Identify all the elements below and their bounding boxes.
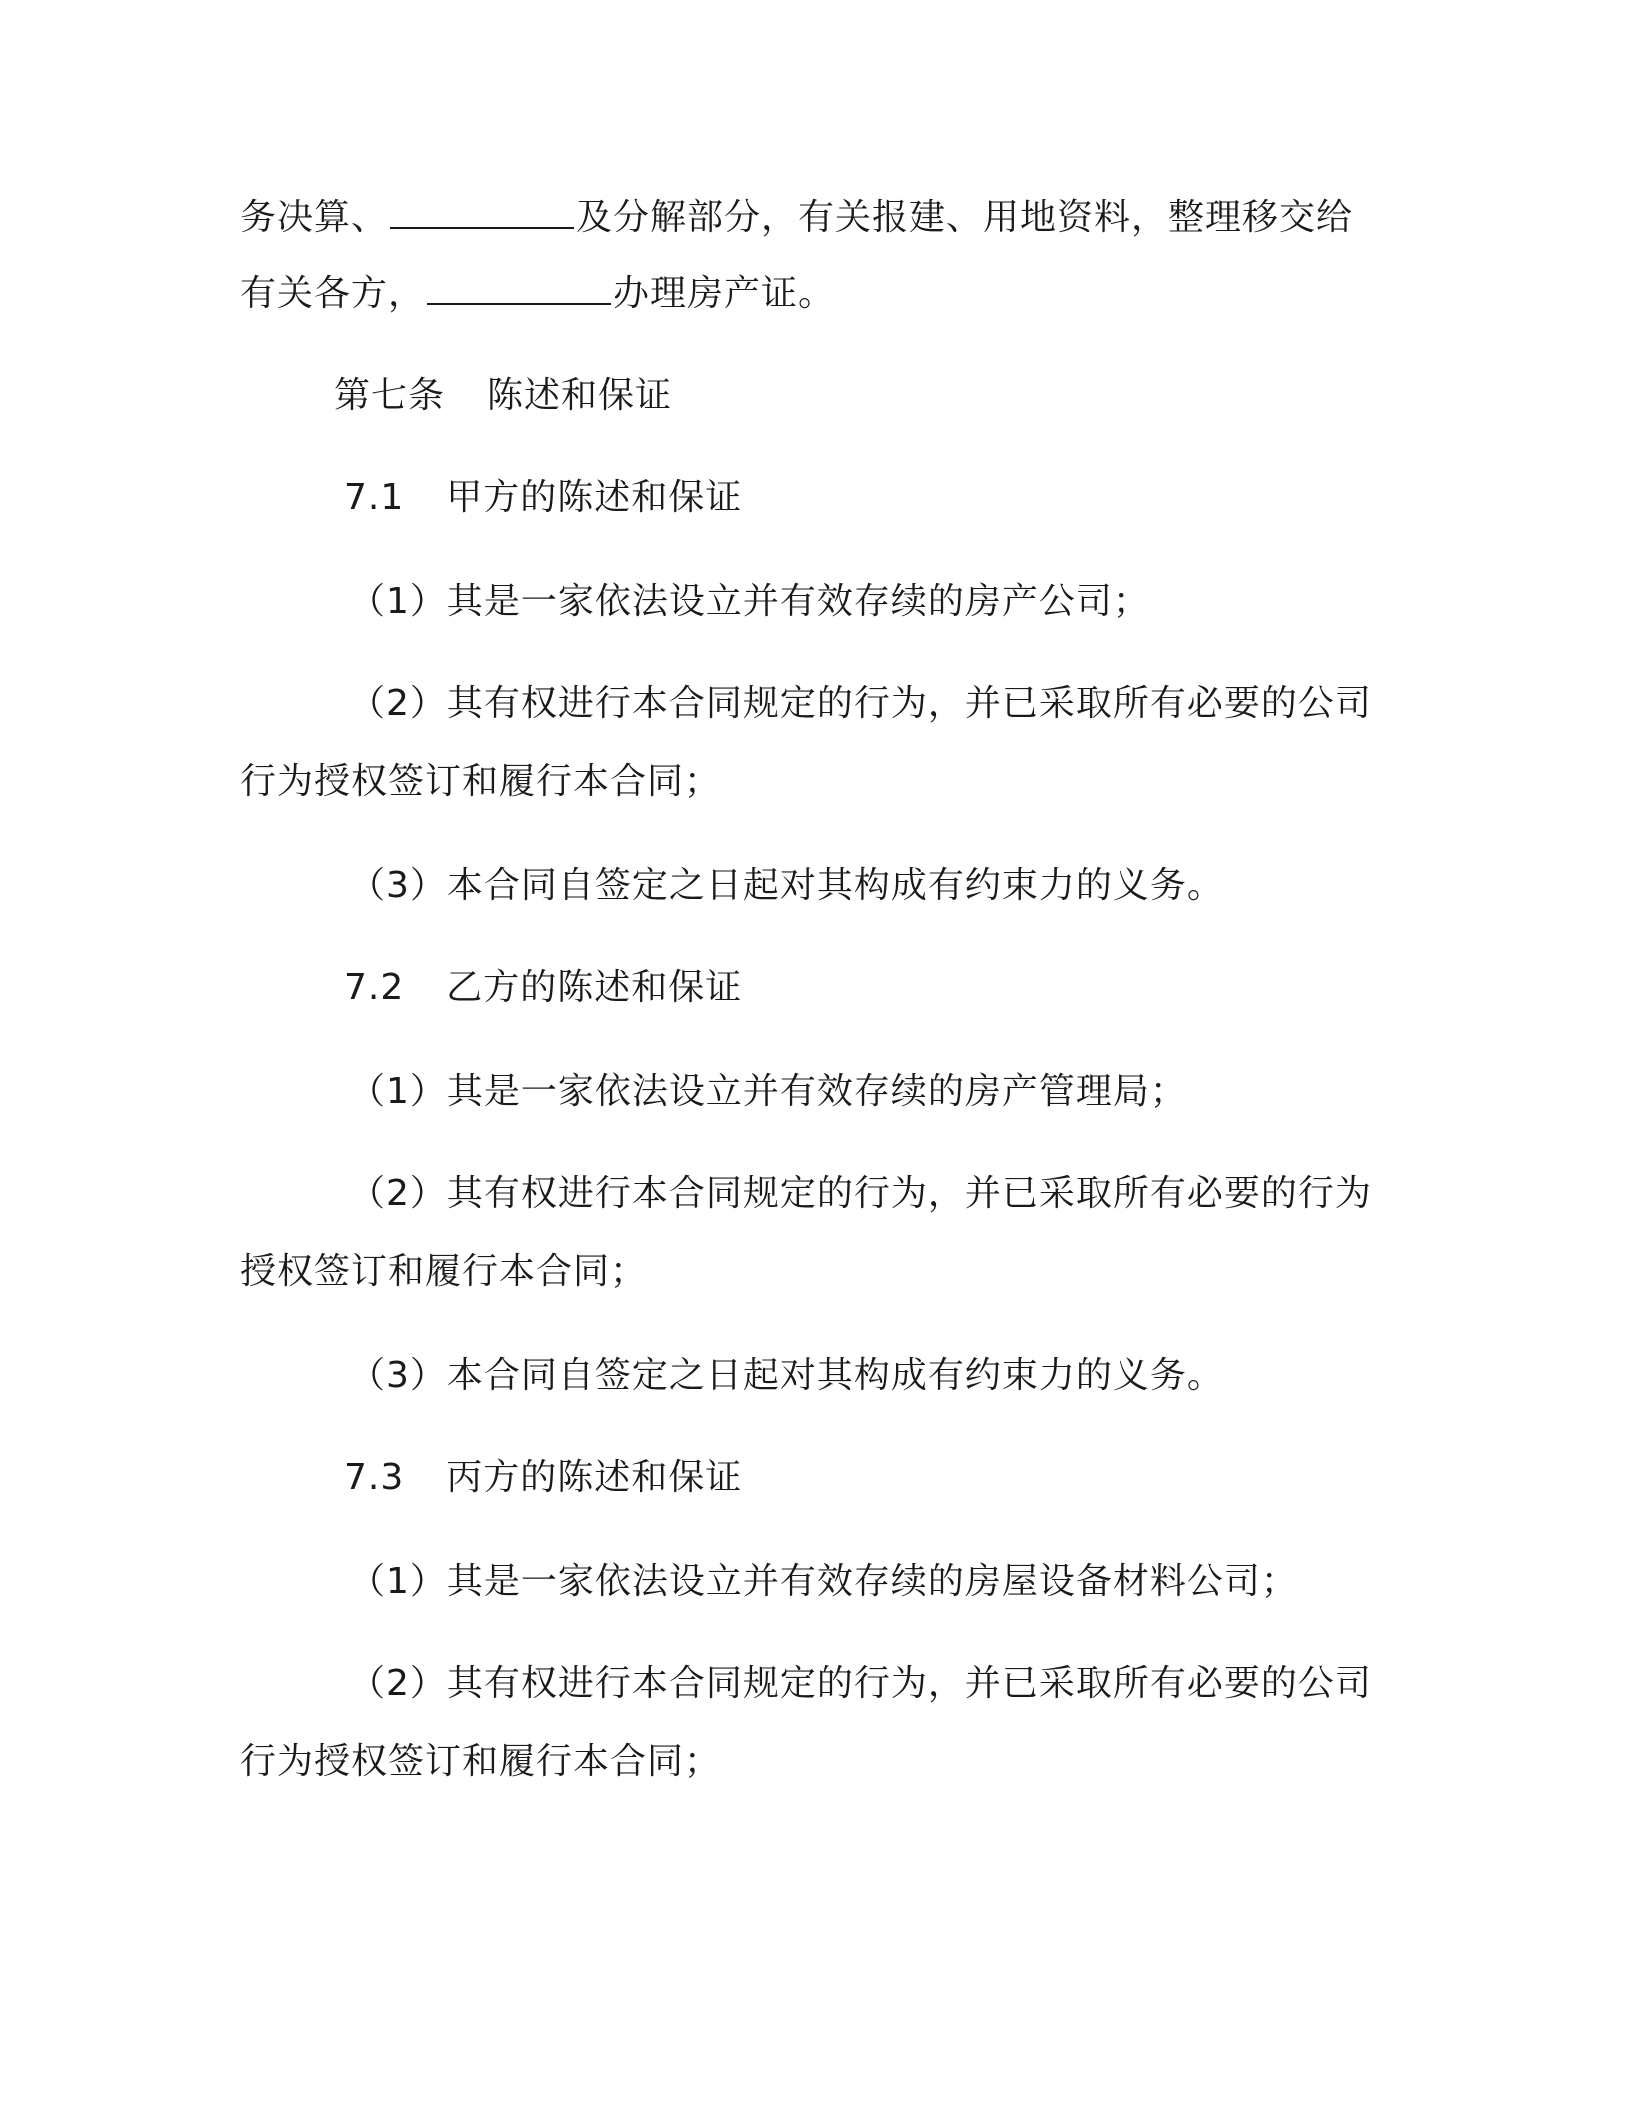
- article-title: 陈述和保证: [487, 375, 673, 416]
- section-heading: [344, 474, 742, 522]
- list-item: （1）其是一家依法设立并有效存续的房屋设备材料公司；: [349, 1561, 1298, 1602]
- section-heading: [344, 964, 742, 1012]
- section-number: 7.1: [344, 477, 405, 518]
- section-title: 乙方的陈述和保证: [446, 967, 743, 1008]
- list-item: （1）其是一家依法设立并有效存续的房产公司；: [349, 581, 1150, 622]
- section-number: 7.2: [344, 967, 405, 1008]
- section-number: 7.3: [344, 1457, 405, 1498]
- intro-line-1: [240, 194, 1353, 242]
- article-heading: [334, 372, 672, 420]
- section-title: 甲方的陈述和保证: [446, 477, 743, 518]
- intro-text: 及分解部分，有关报建、用地资料，整理移交给: [576, 197, 1354, 238]
- intro-text: 务决算、: [240, 197, 389, 238]
- intro-text: 办理房产证。: [613, 273, 836, 314]
- fill-in-blank[interactable]: [390, 197, 574, 229]
- list-item: （2）其有权进行本合同规定的行为，并已采取所有必要的公司: [349, 683, 1372, 724]
- list-item-continuation: 行为授权签订和履行本合同；: [240, 761, 722, 802]
- list-item: （1）其是一家依法设立并有效存续的房产管理局；: [349, 1071, 1187, 1112]
- intro-text: 有关各方，: [240, 273, 426, 314]
- list-item: （3）本合同自签定之日起对其构成有约束力的义务。: [349, 865, 1224, 906]
- fill-in-blank[interactable]: [427, 273, 611, 305]
- list-item: （2）其有权进行本合同规定的行为，并已采取所有必要的行为: [349, 1173, 1372, 1214]
- list-item: （2）其有权进行本合同规定的行为，并已采取所有必要的公司: [349, 1663, 1372, 1704]
- list-item-continuation: 行为授权签订和履行本合同；: [240, 1741, 722, 1782]
- list-item: （3）本合同自签定之日起对其构成有约束力的义务。: [349, 1355, 1224, 1396]
- intro-line-2: [240, 270, 835, 318]
- list-item-continuation: 授权签订和履行本合同；: [240, 1251, 648, 1292]
- article-number: 第七条: [334, 375, 446, 416]
- section-title: 丙方的陈述和保证: [446, 1457, 743, 1498]
- section-heading: [344, 1454, 742, 1502]
